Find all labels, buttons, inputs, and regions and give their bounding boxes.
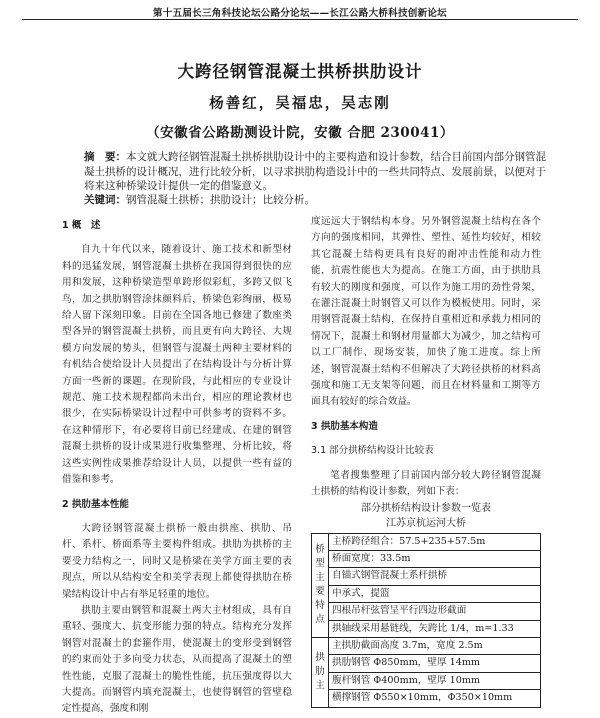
abstract-label: 摘 要： [84,151,126,163]
table-cell: 腹杆钢管 Φ400mm，壁厚 10mm [329,672,541,689]
abstract-text: 本文就大跨径钢管混凝土拱桥拱肋设计中的主要构造和设计参数，结合目前国内部分钢管混凝土拱桥的设计概况，进行比较分析，以寻求拱肋构造设计中的一些共同特点、发展前景，以便对于将来这种桥梁设计提供一定的借鉴意义。 [84,151,546,192]
section-2-paragraph-1: 大跨径钢管混凝土拱桥一般由拱座、拱肋、吊杆、系杆、桥面系等主要构件组成。拱肋为拱桥的主要受力结构之一，同时又是桥梁在美学方面主要的表现点，所以从结构安全和美学表现上都使得拱肋在桥梁结构设计中占有举足轻重的地位。 [62,522,292,600]
paper-title: 大跨径钢管混凝土拱桥拱肋设计 [177,62,423,81]
paper-authors: 杨善红，吴福忠，吴志刚 [209,95,391,112]
table-group-label: 桥型主要特点 [312,533,329,637]
section-2-continued-paragraph: 度远远大于钢结构本身。另外钢管混凝土结构在各个方向的强度相同，其弹性、塑性、延性均较好，相较其它混凝土结构更具有良好的耐冲击性能和动力性能，抗震性能也大为提高。在施工方面，由于拱肋具有较大的刚度和强度，可以作为施工用的劲性骨架，在灌注混凝土时钢管又可以作为模板使用。同时，采用钢管混凝土结构，在保持自重相近和承载力相同的情况下，混凝土和钢材用量都大为减少，加之结构可以工厂制作、现场安装，加快了施工进度。综上所述，钢管混凝土结构不但解决了大跨径拱桥的材料高强度和施工无支架等问题，而且在材料量和工期等方面具有较好的综合效益。 [311,216,541,408]
table-row [312,550,541,567]
right-column [311,214,541,708]
table-cell: 主桥跨径组合：57.5+235+57.5m [329,533,541,550]
table-row [312,603,541,620]
table-row [312,637,541,654]
table-cell: 桥面宽度：33.5m [329,550,541,567]
table-row [312,690,541,707]
section-1-heading: 1 概 述 [62,220,101,231]
section-3-1-heading: 3.1 部分拱桥结构设计比较表 [311,445,434,457]
paper-affiliation: （安徽省公路勘测设计院，安徽 合肥 230041） [146,125,454,141]
section-3-heading: 3 拱肋基本构造 [311,420,378,432]
table-row [312,568,541,585]
table-row [312,533,541,550]
header-rule [22,19,578,20]
keywords [84,193,554,207]
keywords-text: 钢管混凝土拱桥；拱肋设计；比较分析。 [126,194,315,206]
table-row [312,620,541,637]
table-row [312,672,541,689]
table-row [312,655,541,672]
table-row [312,585,541,602]
table-cell: 四根吊杆弦管呈平行四边形截面 [329,603,541,620]
section-3-paragraph: 笔者搜集整理了目前国内部分较大跨径钢管混凝土拱桥的结构设计参数，列如下表： [311,469,541,498]
table-cell: 横撑钢管 Φ550×10mm，Φ350×10mm [329,690,541,707]
table-cell: 自锚式钢管混凝土系杆拱桥 [329,568,541,585]
table-cell: 主拱肋截面高度 3.7m，宽度 2.5m [329,637,541,654]
section-2-paragraph-2: 拱肋主要由钢管和混凝土两大主材组成，具有自重轻、强度大、抗变形能力强的特点。结构充分发挥钢管对混凝土的套箍作用，使混凝土的变形受到钢管的约束而处于多向受力状态，从而提高了混凝土的塑性性能，克服了混凝土的脆性性能，抗压强度得以大大提高。而钢管内填充混凝土，也使得钢管的管壁稳定性提高，强度和刚 [62,604,292,715]
bridge-parameter-table [311,533,541,708]
section-1-paragraph: 自九十年代以来，随着设计、施工技术和新型材料的迅猛发展，钢管混凝土拱桥在我国得到很快的应用和发展，这种桥梁造型单跨形似彩虹，多跨又似飞鸟，加之拱肋钢管涂抹颜料后，桥梁色彩绚丽，极易给人留下深刻印象。目前在全国各地已修建了数座类型各异的钢管混凝土拱桥，而且更有向大跨径、大规模方向发展的势头，但钢管与混凝土两种主要材料的有机结合使给设计人员提出了在结构设计与分析计算方面一些新的课题。在现阶段，与此相应的专业设计规范、施工技术规程都尚未出台，相应的理论教材也很少，在实际桥梁设计过程中可供参考的资料不多。在这种情形下，有必要将目前已经建成、在建的钢管混凝土拱桥的设计成果进行收集整理、分析比较，将这些实例性成果推荐给设计人员，以提供一些有益的借鉴和参考。 [62,244,292,486]
table-cell: 拱肋钢管 Φ850mm，壁厚 14mm [329,655,541,672]
table-cell: 中承式，提篮 [329,585,541,602]
left-column [62,214,292,718]
table-group-label: 拱肋主 [312,637,329,707]
table-caption: 部分拱桥结构设计参数一览表 [361,502,491,514]
keywords-label: 关键词： [84,194,126,206]
table-bridge-name: 江苏京杭运河大桥 [386,517,466,529]
section-2-heading: 2 拱肋基本性能 [62,498,129,510]
table-cell: 拱轴线采用悬链线，矢跨比 1/4，m=1.33 [329,620,541,637]
conference-header: 第十五届长三角科技论坛公路分论坛——长江公路大桥科技创新论坛 [152,8,447,19]
abstract [84,150,554,194]
